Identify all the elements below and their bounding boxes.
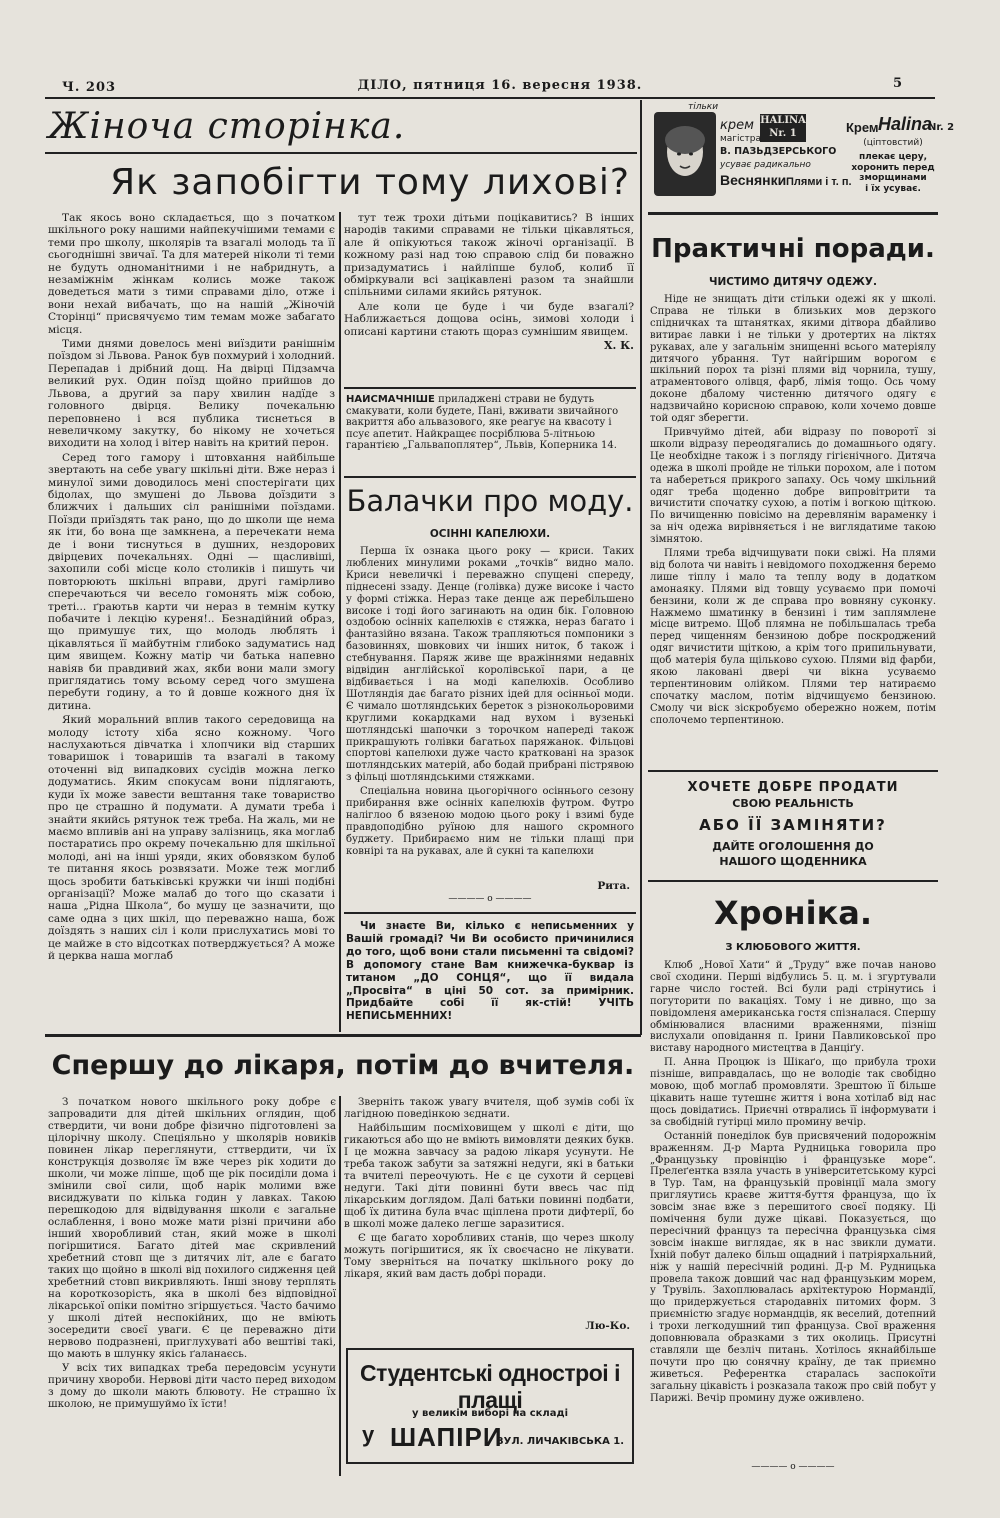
practical-body [650, 294, 936, 764]
chronicle-title: Хроніка. [713, 894, 873, 932]
paragraph: Спеціальна новина цьогорічного осіннього сезону прибирання вже осінніх капелюхів футром. Футро наліглоо б вязеною модою цього року і взимі буде правдоподібно руїною для нашого скромного буджету. Прибираємо ним не тільки плащі при ковнірі та на рукавах, але й сукні та капелюхи [346, 786, 634, 857]
cream-only: тільки [688, 102, 719, 112]
paper-date: ДІЛО, пятниця 16. вересня 1938. [357, 78, 643, 93]
doctor-signature: Лю-Ко. [585, 1320, 630, 1332]
cream2-line: хоронить перед [851, 162, 935, 173]
cream-label: крем [720, 118, 754, 133]
ad-text: приладжені страви не будуть смакувати, коли будете, Пані, вживати звичайного вакриття або альвазового, яке реагує на квасоту і псує апетит. Найкращеє посріблюва 5-літньою гарантією „Гальвапоплятер“, Львів, Коперника 14. [346, 394, 619, 452]
divider [648, 880, 938, 882]
cream2-number: Nr. 2 [928, 122, 955, 133]
realty-line: АБО ЇЇ ЗАМІНЯТИ? [699, 816, 887, 834]
cream2-brand: Halina [878, 114, 933, 134]
uniforms-line: Студентські одностроі і плащі [360, 1360, 620, 1413]
brand-box [760, 114, 806, 142]
paragraph: З початком нового шкільного року добре є запровадити для дітей шкільних оглядин, щоб ствердити, чи вони добре фізично підготовлені за цілорічну школу. Спеціяльно у школярів новиків повинен лікар переглянути, сттвердити, чи їх конструкція дозволяє їм вже через рік ходити до школи, чи може ліпше, щоб ще рік посиділи дома і змінили свої сили, щоб нарік молими вже висиджувати по кілька годин у лавках. Такою перешкодою для відвідування школи є загальне ослаблення, і воно може мати різні причини або інший хворобливий стан, який може в школі погіршитися. Багато дітей має скривлений хребетний стовп ще з дитячих літ, але є багато таких що щойно в школі від похилого сидження цей хребетний стовп викривляють. Інші знову терплять на короткозорість, яка в школі без відповідної лікарської опіки помітно згіршується. Часто бачимо у школі дітей неспокійних, що не вміють зосередити своєї уваги. Є це переважно діти нервово подразнені, приглухуваті або вештіві такі, що мають в шлунку якісь ґаланаєсь. [48, 1096, 336, 1360]
womens-page-title: Жіноча сторінка. [48, 106, 406, 147]
paragraph: Привчуймо дітей, аби відразу по поворотї зі школи відразу переодягались до домашнього одягу. Це необхідне також і з погляду гігієнічного. Дитяча одежа в школі пройде не тільки порохом, але і потом та набереться прикрого запаху. Ось чому шкільний одяг треба щоденно добре випровітрити та вичистити спочатку сухою, а потім і вогкою щіткою. По вичищенню повісімо на деревлянім вараменку і за ніч одежа вирівняється і не виглядатиме такою зімнятою. [650, 426, 936, 546]
doctor-title: Спершу до лікаря, потім до вчителя. [51, 1050, 635, 1081]
cream-removes: усуває радикально [720, 160, 811, 170]
cream2-line: плекає церу, [858, 152, 928, 162]
fashion-body [346, 546, 634, 880]
divider [648, 212, 938, 215]
cream2-line: і їх усуває. [865, 183, 921, 194]
fashion-subtitle: ОСІННІ КАПЕЛЮХИ. [429, 528, 551, 540]
title-underline [45, 152, 637, 154]
uniforms-line: ВУЛ. ЛИЧАКІВСЬКА 1. [496, 1436, 625, 1447]
uniforms-line: у [362, 1422, 375, 1447]
ornament-divider: ———— о ———— [448, 894, 532, 904]
brand-number: Nr. 1 [769, 128, 797, 139]
cream-freckles: Веснянки [720, 172, 787, 188]
divider [344, 912, 636, 914]
paragraph: П. Анна Процюк із Шікаґо, що прибула трохи пізніше, виправдалась, що не володіє так свобідно мовою, щоб моглаб промовляти. Зрештою її більше цікавить наше тутешнє життя і вона хотілаб від нас щось довідатись. Приєчні отврались її інформувати і за свобідній гутірці мило промину вечір. [650, 1057, 936, 1128]
brand-name: HALINA [760, 115, 806, 126]
paragraph: Який моральний вплив такого середовища на молоду істоту хіба ясно кожному. Чого наслухаються дівчатка і хлопчики від старших товаришок і товаришів та взагалі в такому оточенні від випадкових сусідів можна легко додуматись. Яким спокусам вони підлягають, куди їх може завести вештання таке товариство про це страшно й подумати. А думати треба і знайти якийсь рятунок теж треба. На жаль, ми не маємо впливів ані на управу залізниць, яка моглаб постаратись про окрему почекальню для шкільної молоді, ані на інші уряди, яких обовязком булоб те питання якось розвязати. Може теж моглиб щось зробити батьківські кружки чи інші подібні організації? Може малаб до того що сказати і наша „Рідна Школа“, бо мушу це зазначити, що саме одна з цих шкіл, що переважно наша, бож доїздять з наших сіл і коли прислухатись мові то це майже в сто відсотках потверджується? А може й церква наша моглаб [48, 714, 335, 962]
section-rule [45, 1034, 641, 1037]
realty-line: НАШОГО ЩОДЕННИКА [719, 855, 867, 868]
doctor-column-1 [48, 1096, 336, 1472]
realty-line: СВОЮ РЕАЛЬНІСТЬ [732, 797, 854, 810]
cream-ad [648, 102, 955, 202]
realty-ad [648, 778, 938, 868]
divider [344, 387, 636, 389]
practical-title: Практичні поради. [651, 234, 935, 264]
chronicle-subtitle: З КЛЮБОВОГО ЖИТТЯ. [725, 942, 861, 953]
column-divider [339, 212, 341, 1032]
womens-column-2 [344, 212, 634, 359]
divider [648, 770, 938, 772]
realty-line: ДАЙТЕ ОГОЛОШЕННЯ ДО [712, 840, 874, 853]
paragraph: Плями треба відчищувати поки свіжі. На плями від болота чи навіть і невідомого походження беремо лише тіплу і мало та теплу воду в додатком амонаяку. Плями від товщу усуваємо при помочі бензини, коли ж де справа про вовняну суконку. Нажмемо шматинку в бензині і тим заплямлене місце витремо. Щоб плямна не побільшалась треба перед чищенням бензиною добре поскроджений одяг вичистити щіткою, а крім того припильнувати, щоб матерія була щільково сухою. Плями від фарби, якою лаковані двері чи вікна усуваємо терпентиновим олійком. Плями тер натираємо спочатку маслом, потім відчищуємо бензиною. Смолу чи віск зіскробуємо обережно ножем, потім сполочемо терпентиною. [650, 548, 936, 726]
paragraph: Найбільшим посміховищем у школі є діти, що гикаються або що не вміють вимовляти деяких букв. І це можна завчасу за радою лікаря усунути. Не треба також забути за затяжні недуги, які в батьки та вчителі переочують. Не є це сухоти й серцеві недуги. Такі діти повинні бути ввесь час під лікарським доглядом. Далі батьки повинні подбати, щоб їх дитина була вчас щіплена проти дифтерії, бо в школі може далеко легше заразитися. [344, 1122, 634, 1230]
uniforms-line: у великім виборі на складі [412, 1408, 568, 1419]
cream-master: магістра [720, 134, 761, 144]
paragraph: Зверніть також увагу вчителя, щоб зумів собі їх лагідною поведінкою зєднати. [344, 1096, 634, 1120]
cream2-note: (ціптовстий) [863, 138, 923, 148]
paragraph: Серед того гамору і штовхання найбільше звертають на себе увагу шкільні діти. Вже нераз і минулої зими доводилось мені спостерігати цих бідолах, що змушені до Львова доїздити з ближчих і дальших сіл ранішніми поїздами. Поїзди приїздять так рано, що до школи ще нема як іти, бо вона ще замкнена, а перечекати нема де і вони тиснуться в душних, нездорових двірцевих почекальнях. Одні — щасливіші, захопили собі місце коло столиків і пишуть чи повторюють шкільні вправи, другі гамірливо сперечаються чи весело гомонять між собою, треті... ґраютьв карти чи нераз в темнім кутку побачите і лекцію куреня!.. Безнадійний образ, що примушує тих, що молодь люблять і цікавляться її майбутнім глибоко задуматись над цим явищем. Кожну матір чи батька напевно навіяв би правдивий жах, якби вони мали змогу приглядатись тому всьому серед чого змушена перебути годину, а то й довше кожного дня їх дитина. [48, 451, 335, 712]
paragraph: Ніде не знищать діти стільки одежі як у школі. Справа не тільки в близьких мов дерзкого спідничках та штанятках, якими дітвора дбайливо витирає лавки і не тільки у дротертих на ліктях рукавах, але у загальнім знищенні всього матеріялу дитячого убрання. Тут найгіршим ворогом є шкільний порох та різні плями від чорнила, тушу, атраментового олівця, фарб, лімія тощо. Ось чому доконе дбалому чистенню дитячого одягу є надзвичайно корисною справою, коли хочемо довше той одяг зберегти. [650, 294, 936, 425]
woman-portrait-icon [654, 112, 716, 196]
header-rule [45, 97, 935, 99]
page-number: 5 [893, 76, 904, 91]
divider [344, 476, 636, 478]
realty-line: ХОЧЕТЕ ДОБРЕ ПРОДАТИ [687, 780, 899, 795]
paragraph: Тими днями довелось мені виїздити ранішнім поїздом зі Львова. Ранок був похмурий і холодний. Перепадав і дрібний дощ. На двірці Підзамча великий рух. Один поїзд щойно прийшов до Львова, а другий за пару хвилин надїде з головного двірця. Велику почекальню переповнено і вся публика тиснеться в невеличкому закутку, бо нікому не хочеться виходити на холод і вітер навіть на критий перон. [48, 338, 335, 450]
womens-headline: Як запобігти тому лихові? [110, 162, 630, 203]
ornament-divider: ———— о ———— [751, 1462, 835, 1472]
paragraph: Є ще багато хоробливих станів, що через школу можуть погіршитися, як їх своєчасно не лікувати. Тому зверніться на початку шкільного року до лікаря, який вам дасть добрі поради. [344, 1232, 634, 1280]
cream-maker: В. ПАЗЬДЗЕРСЬКОГО [720, 146, 837, 157]
issue-number: Ч. 203 [62, 80, 117, 95]
paragraph: Але коли це буде і чи буде взагалі? Наближається дощова осінь, зимові холоди і описані картини стають щораз сумнішим явищем. [344, 300, 634, 338]
tasty-ad [346, 394, 634, 456]
paragraph: Останній понеділок був присвячений подорожнім враженням. Д-р Марта Рудницька говорила про „Французьку провінцію і французьке море“. Прелеґентка взяла участь в університетському курсі в Тур. Там, на французькій провінції мала змогу пригляутись краєве життя-буття француза, що їх зовсім знає вже з перешитого своєї подяку. Ці помічення були дуже цікаві. Показується, що пересічний француз та пересічна французька сімя зовсім інакше виглядає, як в нас звикли думати. Їхній побут далеко більш ощадний і патріярхальний, ніж у нашій пересічній родині. Д-р М. Рудницька провела також довший час над французьким морем, у Трувіль. Захоплювалась архітектурою Нормандії, що придержується стародавніх питомих форм. З приємністю згадує нормандців, як веселий, дотепний і трохи легкодушний тип француза. Свої враження доповнювала образками з тих околиць. Присутні ставляли ще безліч питань. Хотілось якнайбільше почути про цю сонячну країну, де так приємно живеться. Референтка старалась заспокоїти загальну цікавість і розказала також про свій побут у Парижі. Вечір промину дуже оживлено. [650, 1130, 936, 1404]
practical-subtitle: ЧИСТИМО ДИТЯЧУ ОДЕЖУ. [709, 276, 877, 288]
chronicle-body [650, 960, 936, 1460]
cream-jar-image [654, 112, 716, 196]
paragraph: У всіх тих випадках треба передовсім усунути причину хвороби. Нервові діти часто перед виходом з дому до школи мають блювоту. Не страшно їх школою, не примушуймо їх їсти! [48, 1362, 336, 1410]
doctor-column-2 [344, 1096, 634, 1320]
cream2-text [846, 152, 940, 194]
fashion-title: Балачки про моду. [346, 484, 634, 518]
cream2-label: Крем [846, 120, 879, 135]
ad-lead: НАЙСМАЧНІШЕ [346, 394, 435, 405]
cream2-line: зморщинами [859, 173, 927, 183]
paragraph: Клюб „Нової Хати“ й „Труду“ вже почав наново свої сходини. Перші відбулись 5. ц. м. і згуртували гарне число гостей. Всі були раді стрінутись і погуторити по вакаціях. Тому і не дивно, що за повідомленя американська гостя спізналася. Спершу обмінювалися власними враженнями, пізніш вислухали оповідання п. Ірини Павликовської про виставу народного мистецтва в Данціґу. [650, 960, 936, 1055]
paragraph: тут теж трохи дітьми поцікавитись? В інших народів такими справами не тільки цікавляться, але й опікуються також жіночі організації. В кожному разі над тою справою слід би поважно призадуматись і найліпше булоб, колиб її обміркували всі зацікавлені разом та знайшли спільними силами якийсь рятунок. [344, 212, 634, 299]
signature: Х. К. [603, 339, 634, 353]
fashion-signature: Рита. [597, 880, 630, 892]
uniforms-line: ШАПІРИ [390, 1422, 503, 1452]
paragraph: Перша їх ознака цього року — криси. Таких люблених минулими роками „точків“ видно мало. Криси невеличкі і переважно спущені спереду, піднесені ззаду. Денце (голівка) дуже високе і часто у формі стіжка. Нераз таке денце аж перебільшено високе і тоді його загинають на один бік. Головною оздобою осінніх капелюхів є стяжка, нераз багато і фантазійно вязана. Також трапляються помпоники з базовиннях, шовкових чи інших ниток, б також і стебнування. Паряж живе ще вражіннями недавніх відвідин англійської королівської пари, а це відбивається і на моді капелюхів. Особливо Шотляндія дає багато різних ідей для осінньої моди. Є чимало шотляндських береток з різнокольоровими круглими кокардками над вухом і вузенькі шотляндські шапочки з торочком напереді також прикрашують голівки багатьох паряжанок. Фільцові спортові капелюхи дуже часто кратковані на зразок шотляндських матерій, або бодай прибрані пістрявою з фільці шотляндськими стяжками. [346, 546, 634, 784]
column-divider [339, 1096, 341, 1476]
uniforms-ad [346, 1348, 634, 1464]
cream-spots: Плями і т. п. [786, 176, 852, 188]
column-divider [640, 100, 642, 1035]
literacy-notice: Чи знаєте Ви, кілько є неписьменних у Вашій громаді? Чи Ви особисто причинилися до того, щоб вони стали письменні та свідомі? В допомогу стане Вам книжечка-буквар із титаном „ДО СОНЦЯ“, що її видала „Просвіта“ в ціні 50 сот. за примірник. Придбайте собі її як-стій! УЧІТЬ НЕПИСЬМЕННИХ! [346, 920, 634, 1023]
paragraph: Так якось воно складається, що з початком шкільного року нашими найпекучішими темами є теми про школу, школярів та взагалі молодь та її сьогоднішні звичаї. Та для матерей ніколи ті теми не будуть одноманітними і не набриднуть, а незаміжнім жінкам колись може також доведеться мати з тими справами діло, отже і вони нехай вибачать, що на нашій „Жіночій Сторінці“ присвячуємо тим темам може забагато місця. [48, 212, 335, 336]
womens-column-1 [48, 212, 335, 1030]
